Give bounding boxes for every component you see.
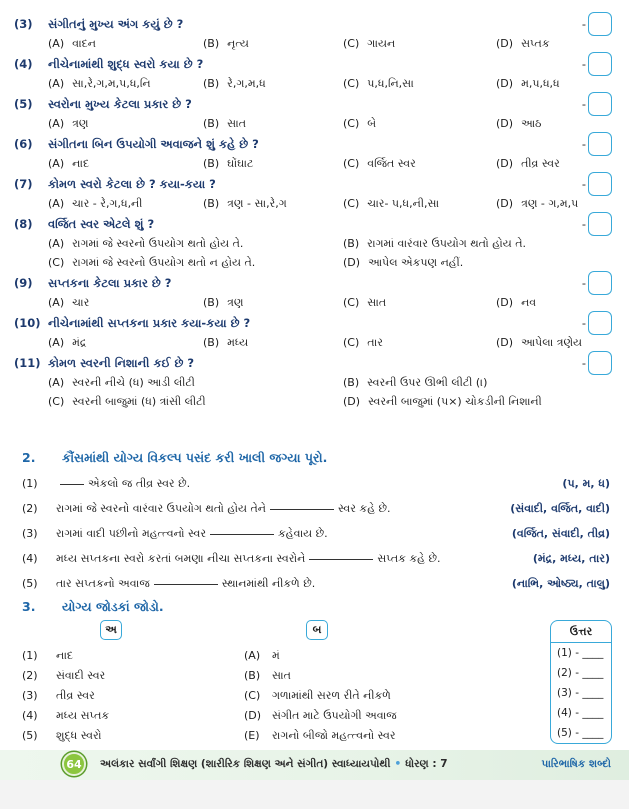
options-row <box>14 114 614 133</box>
option-text: રાગમાં વારંવાર ઉપયોગ થતો હોય તે. <box>367 236 527 250</box>
fill-sentence <box>56 477 562 491</box>
options-row <box>14 154 614 173</box>
option-text: નવ <box>521 295 537 309</box>
option <box>48 296 203 310</box>
option-letter: (C) <box>343 295 360 309</box>
option <box>343 237 613 251</box>
option <box>496 117 606 131</box>
option <box>343 376 613 390</box>
right-letter: (A) <box>244 648 261 662</box>
right-letter: (D) <box>244 708 262 722</box>
option-letter: (C) <box>48 394 65 408</box>
match-right <box>244 689 391 703</box>
option <box>343 157 496 171</box>
option-letter: (B) <box>343 375 360 389</box>
sentence-before: તાર સપ્તકનો અવાજ <box>56 576 150 590</box>
option-letter: (D) <box>343 394 361 408</box>
option-letter: (D) <box>496 116 514 130</box>
option-text: સાત <box>367 295 387 309</box>
match-section <box>22 620 612 750</box>
answer-dash: - <box>581 97 586 111</box>
column-b-tag: બ <box>306 620 328 640</box>
option-letter: (A) <box>48 196 65 210</box>
option-text: સ્વરની ઉપર ઊભી લીટી (।) <box>367 375 488 389</box>
option-letter: (D) <box>496 156 514 170</box>
option-letter: (B) <box>203 335 220 349</box>
answer-heading: ઉત્તર <box>551 621 611 643</box>
mcq-question <box>14 174 614 213</box>
footer-dot: • <box>394 758 402 770</box>
option-letter: (B) <box>343 236 360 250</box>
match-right <box>244 649 280 663</box>
option <box>48 395 343 409</box>
option <box>48 237 343 251</box>
answer-input-box[interactable] <box>588 12 612 36</box>
section-3-number: 3. <box>22 599 36 614</box>
option-letter: (A) <box>48 335 65 349</box>
fill-number: (1) <box>22 477 38 490</box>
right-item: મં <box>272 648 280 662</box>
option <box>203 37 343 51</box>
fill-number: (2) <box>22 502 38 515</box>
option-text: મધ્ય <box>227 335 249 349</box>
option-text: ત્રણ - ગ,મ,પ <box>521 196 579 210</box>
option-text: સ્વરની બાજુમાં (પ×) ચોકડીની નિશાની <box>368 394 542 408</box>
sentence-before: મધ્ય સપ્તકના સ્વરો કરતાં બમણા નીચા સપ્તકના સ્વરોને <box>56 551 306 565</box>
page-number-badge: 64 <box>62 752 86 776</box>
option <box>48 376 343 390</box>
fill-sentence <box>56 527 512 541</box>
fill-item <box>22 521 610 546</box>
option <box>496 197 606 211</box>
question-number: (10) <box>14 316 41 330</box>
question-row <box>14 353 614 373</box>
section-3-title: યોગ્ય જોડકાં જોડો. <box>62 599 164 614</box>
footer-book-title <box>100 758 448 771</box>
match-row <box>22 646 280 665</box>
answer-input-box[interactable] <box>588 271 612 295</box>
left-number: (3) <box>22 688 38 702</box>
answer-input-box[interactable] <box>588 351 612 375</box>
answer-row[interactable]: (2) - ____ <box>557 667 604 679</box>
option-text: ત્રણ <box>227 295 244 309</box>
fill-item <box>22 571 610 596</box>
answer-slot <box>582 132 612 156</box>
answer-dash: - <box>581 356 586 370</box>
sentence-after: કહેવાય છે. <box>278 526 328 540</box>
option-text: આઠ <box>521 116 542 130</box>
option-text: ચાર <box>72 295 90 309</box>
fill-number: (4) <box>22 552 38 565</box>
option <box>48 77 203 91</box>
option-letter: (A) <box>48 236 65 250</box>
fill-sentence <box>56 502 510 516</box>
answer-slot <box>582 311 612 335</box>
mcq-question <box>14 94 614 133</box>
option-text: સા,રે,ગ,મ,પ,ધ,નિ <box>72 76 151 90</box>
mcq-question <box>14 313 614 352</box>
question-text: સંગીતના બિન ઉપયોગી અવાજને શું કહે છે ? <box>48 136 259 151</box>
blank-line[interactable] <box>210 525 274 535</box>
left-item: નાદ <box>56 648 74 662</box>
options-row <box>14 34 614 53</box>
match-row <box>22 686 391 705</box>
page-footer <box>0 750 629 780</box>
option-letter: (B) <box>203 116 220 130</box>
question-row <box>14 273 614 293</box>
option-letter: (A) <box>48 116 65 130</box>
option <box>203 336 343 350</box>
answer-dash: - <box>581 17 586 31</box>
option-letter: (C) <box>343 335 360 349</box>
option <box>48 336 203 350</box>
left-item: તીવ્ર સ્વર <box>56 688 95 702</box>
option <box>48 157 203 171</box>
book-title: અલંકાર સર્વાંગી શિક્ષણ (શારીરિક શિક્ષણ અને સંગીત) સ્વાધ્યાયપોથી <box>100 758 391 770</box>
option-text: રે,ગ,મ,ધ <box>227 76 266 90</box>
option-text: ગાયન <box>367 36 396 50</box>
question-number: (8) <box>14 217 33 231</box>
match-left <box>22 729 244 743</box>
option-letter: (B) <box>203 76 220 90</box>
mcq-question <box>14 54 614 93</box>
question-text: નીચેનામાંથી સપ્તકના પ્રકાર કયા-કયા છે ? <box>48 315 251 330</box>
footer-chapter-label: પારિભાષિક શબ્દો <box>541 758 611 770</box>
option-text: નાદ <box>72 156 90 170</box>
option-letter: (C) <box>343 196 360 210</box>
option-text: પ,ધ,નિ,સા <box>367 76 414 90</box>
section-2-heading <box>22 450 327 466</box>
option-letter: (A) <box>48 36 65 50</box>
option <box>343 117 496 131</box>
option-text: તાર <box>367 335 383 349</box>
sentence-after: સ્થાનમાંથી નીકળે છે. <box>221 576 316 590</box>
left-number: (4) <box>22 708 38 722</box>
section-2-number: 2. <box>22 450 36 465</box>
mcq-question <box>14 273 614 312</box>
mcq-question <box>14 134 614 173</box>
option-letter: (D) <box>496 76 514 90</box>
options-row <box>14 293 614 312</box>
option-letter: (B) <box>203 36 220 50</box>
match-right <box>244 729 396 743</box>
match-row <box>22 666 291 685</box>
options-row <box>14 234 614 253</box>
options-row <box>14 333 614 352</box>
answer-dash: - <box>581 177 586 191</box>
question-number: (9) <box>14 276 33 290</box>
option-text: બે <box>367 116 377 130</box>
bottom-strip <box>0 780 629 809</box>
answer-dash: - <box>581 316 586 330</box>
option <box>203 296 343 310</box>
question-row <box>14 174 614 194</box>
bracket-options: (મંદ્ર, મધ્ય, તાર) <box>532 551 610 565</box>
right-letter: (E) <box>244 728 260 742</box>
question-text: વર્જિત સ્વર એટલે શું ? <box>48 216 155 231</box>
option <box>343 395 613 409</box>
question-row <box>14 313 614 333</box>
blank-line[interactable] <box>154 575 218 585</box>
answer-slot <box>582 271 612 295</box>
question-row <box>14 214 614 234</box>
question-number: (4) <box>14 57 33 71</box>
option-text: સ્વરની નીચે (ધ) આડી લીટી <box>72 375 195 389</box>
sentence-after: એકલો જ તીવ્ર સ્વર છે. <box>88 476 191 490</box>
option-text: સાત <box>227 116 247 130</box>
standard-label: ધોરણ : 7 <box>405 758 448 770</box>
fill-sentence <box>56 552 533 566</box>
bracket-options: (નાભિ, ઓષ્ઠ્ય, તાલુ) <box>511 576 610 590</box>
option-letter: (D) <box>343 255 361 269</box>
answer-slot <box>582 172 612 196</box>
question-number: (11) <box>14 356 41 370</box>
blank-line[interactable] <box>309 550 373 560</box>
option-letter: (C) <box>48 255 65 269</box>
question-row <box>14 54 614 74</box>
option-text: મ,પ,ધ,ધ <box>521 76 560 90</box>
option-letter: (D) <box>496 196 514 210</box>
answer-input-box[interactable] <box>588 311 612 335</box>
option-text: આપેલ એકપણ નહીં. <box>368 255 464 269</box>
option-letter: (D) <box>496 36 514 50</box>
option-text: મંદ્ર <box>72 335 87 349</box>
option-letter: (B) <box>203 156 220 170</box>
option <box>203 197 343 211</box>
column-a-tag: અ <box>100 620 122 640</box>
option <box>48 197 203 211</box>
bracket-options: (પ, મ, ધ) <box>562 476 610 490</box>
option-letter: (C) <box>343 116 360 130</box>
option-letter: (A) <box>48 375 65 389</box>
left-number: (5) <box>22 728 38 742</box>
option <box>48 37 203 51</box>
option-text: તીવ્ર સ્વર <box>521 156 560 170</box>
option-letter: (A) <box>48 76 65 90</box>
match-right <box>244 669 291 683</box>
fill-item <box>22 546 610 571</box>
answer-dash: - <box>581 217 586 231</box>
answer-input-box[interactable] <box>588 92 612 116</box>
left-item: શુદ્ધ સ્વરો <box>56 728 102 742</box>
question-row <box>14 14 614 34</box>
answer-dash: - <box>581 57 586 71</box>
right-item: સાત <box>272 668 291 682</box>
sentence-after: સ્વર કહે છે. <box>337 501 391 515</box>
option-text: આપેલા ત્રણેય <box>521 335 583 349</box>
option <box>496 77 606 91</box>
fill-number: (5) <box>22 577 38 590</box>
options-row <box>14 194 614 213</box>
option-letter: (D) <box>496 295 514 309</box>
options-row <box>14 74 614 93</box>
right-item: સંગીત માટે ઉપયોગી અવાજ <box>272 708 397 722</box>
question-number: (3) <box>14 17 33 31</box>
left-item: મધ્ય સપ્તક <box>56 708 110 722</box>
option-text: ઘોંઘાટ <box>227 156 254 170</box>
option-letter: (C) <box>343 76 360 90</box>
match-left <box>22 709 244 723</box>
answer-row[interactable]: (1) - ____ <box>557 647 604 659</box>
option-text: ચાર- પ,ધ,ની,સા <box>367 196 440 210</box>
answer-row[interactable]: (5) - ____ <box>557 727 604 739</box>
match-row <box>22 726 396 745</box>
answer-dash: - <box>581 276 586 290</box>
options-row <box>14 373 614 392</box>
fill-sentence <box>56 577 512 591</box>
blank-line[interactable] <box>270 500 334 510</box>
question-text: સંગીતનું મુખ્ય અંગ કયું છે ? <box>48 16 184 31</box>
question-number: (5) <box>14 97 33 111</box>
left-number: (1) <box>22 648 38 662</box>
match-left <box>22 649 244 663</box>
option <box>496 37 606 51</box>
option <box>343 256 613 270</box>
answer-slot <box>582 351 612 375</box>
right-item: રાગનો બીજો મહત્ત્વનો સ્વર <box>272 728 396 742</box>
answer-input-box[interactable] <box>588 52 612 76</box>
option <box>496 296 606 310</box>
option <box>343 37 496 51</box>
question-text: નીચેનામાંથી શુદ્ધ સ્વરો કયા છે ? <box>48 56 204 71</box>
right-letter: (B) <box>244 668 261 682</box>
mcq-section <box>14 14 614 412</box>
right-letter: (C) <box>244 688 261 702</box>
answer-slot <box>582 212 612 236</box>
option-text: વાદન <box>72 36 97 50</box>
option <box>48 256 343 270</box>
answer-dash: - <box>581 137 586 151</box>
answer-slot <box>582 52 612 76</box>
mcq-question <box>14 214 614 272</box>
bracket-options: (સંવાદી, વર્જિત, વાદી) <box>510 501 610 515</box>
option <box>496 157 606 171</box>
match-row <box>22 706 397 725</box>
answer-input-box[interactable] <box>588 172 612 196</box>
option-text: રાગમાં જે સ્વરનો ઉપયોગ થતો ન હોય તે. <box>72 255 256 269</box>
option-text: ચાર - રે,ગ,ધ,ની <box>72 196 143 210</box>
left-number: (2) <box>22 668 38 682</box>
options-row <box>14 253 614 272</box>
question-text: કોમળ સ્વરો કેટલા છે ? કયા-કયા ? <box>48 176 216 191</box>
option-text: રાગમાં જે સ્વરનો ઉપયોગ થતો હોય તે. <box>72 236 244 250</box>
option <box>496 336 606 350</box>
options-row <box>14 392 614 411</box>
question-row <box>14 134 614 154</box>
option <box>203 157 343 171</box>
answer-input-box[interactable] <box>588 132 612 156</box>
mcq-question <box>14 14 614 53</box>
option <box>343 197 496 211</box>
sentence-before: રાગમાં વાદી પછીનો મહત્ત્વનો સ્વર <box>56 526 207 540</box>
section-2-title: કૌંસમાંથી યોગ્ય વિકલ્પ પસંદ કરી ખાલી જગ્યા પૂરો. <box>62 450 328 465</box>
match-left <box>22 689 244 703</box>
option-text: વર્જિત સ્વર <box>367 156 416 170</box>
question-row <box>14 94 614 114</box>
mcq-question <box>14 353 614 411</box>
question-text: કોમળ સ્વરની નિશાની કઈ છે ? <box>48 355 195 370</box>
option-text: નૃત્ય <box>227 36 249 50</box>
option <box>343 296 496 310</box>
option-letter: (A) <box>48 295 65 309</box>
question-text: સ્વરોના મુખ્ય કેટલા પ્રકાર છે ? <box>48 96 192 111</box>
section-3-heading <box>22 599 164 615</box>
answer-slot <box>582 12 612 36</box>
option-text: સપ્તક <box>521 36 550 50</box>
question-number: (6) <box>14 137 33 151</box>
blank-line[interactable] <box>60 475 84 485</box>
option-letter: (B) <box>203 196 220 210</box>
option <box>203 117 343 131</box>
sentence-before: રાગમાં જે સ્વરનો વારંવાર ઉપયોગ થતો હોય તેને <box>56 501 266 515</box>
match-left <box>22 669 244 683</box>
option-text: સ્વરની બાજુમાં (ધ) ત્રાંસી લીટી <box>72 394 206 408</box>
answer-box <box>550 620 612 744</box>
match-right <box>244 709 397 723</box>
option-text: ત્રણ <box>72 116 89 130</box>
answer-input-box[interactable] <box>588 212 612 236</box>
option-letter: (C) <box>343 156 360 170</box>
fill-number: (3) <box>22 527 38 540</box>
fill-item <box>22 496 610 521</box>
option-letter: (D) <box>496 335 514 349</box>
option-letter: (A) <box>48 156 65 170</box>
option <box>343 336 496 350</box>
answer-row[interactable]: (3) - ____ <box>557 687 604 699</box>
fill-item <box>22 471 610 496</box>
left-item: સંવાદી સ્વર <box>56 668 106 682</box>
question-text: સપ્તકના કેટલા પ્રકાર છે ? <box>48 275 172 290</box>
answer-row[interactable]: (4) - ____ <box>557 707 604 719</box>
bracket-options: (વર્જિત, સંવાદી, તીવ્ર) <box>511 526 610 540</box>
option-letter: (B) <box>203 295 220 309</box>
question-number: (7) <box>14 177 33 191</box>
sentence-after: સપ્તક કહે છે. <box>377 551 441 565</box>
right-item: ગળામાંથી સરળ રીતે નીકળે <box>272 688 391 702</box>
option <box>48 117 203 131</box>
option <box>203 77 343 91</box>
fill-in-blanks-section <box>22 471 610 596</box>
option-letter: (C) <box>343 36 360 50</box>
answer-slot <box>582 92 612 116</box>
option <box>343 77 496 91</box>
option-text: ત્રણ - સા,રે,ગ <box>227 196 287 210</box>
